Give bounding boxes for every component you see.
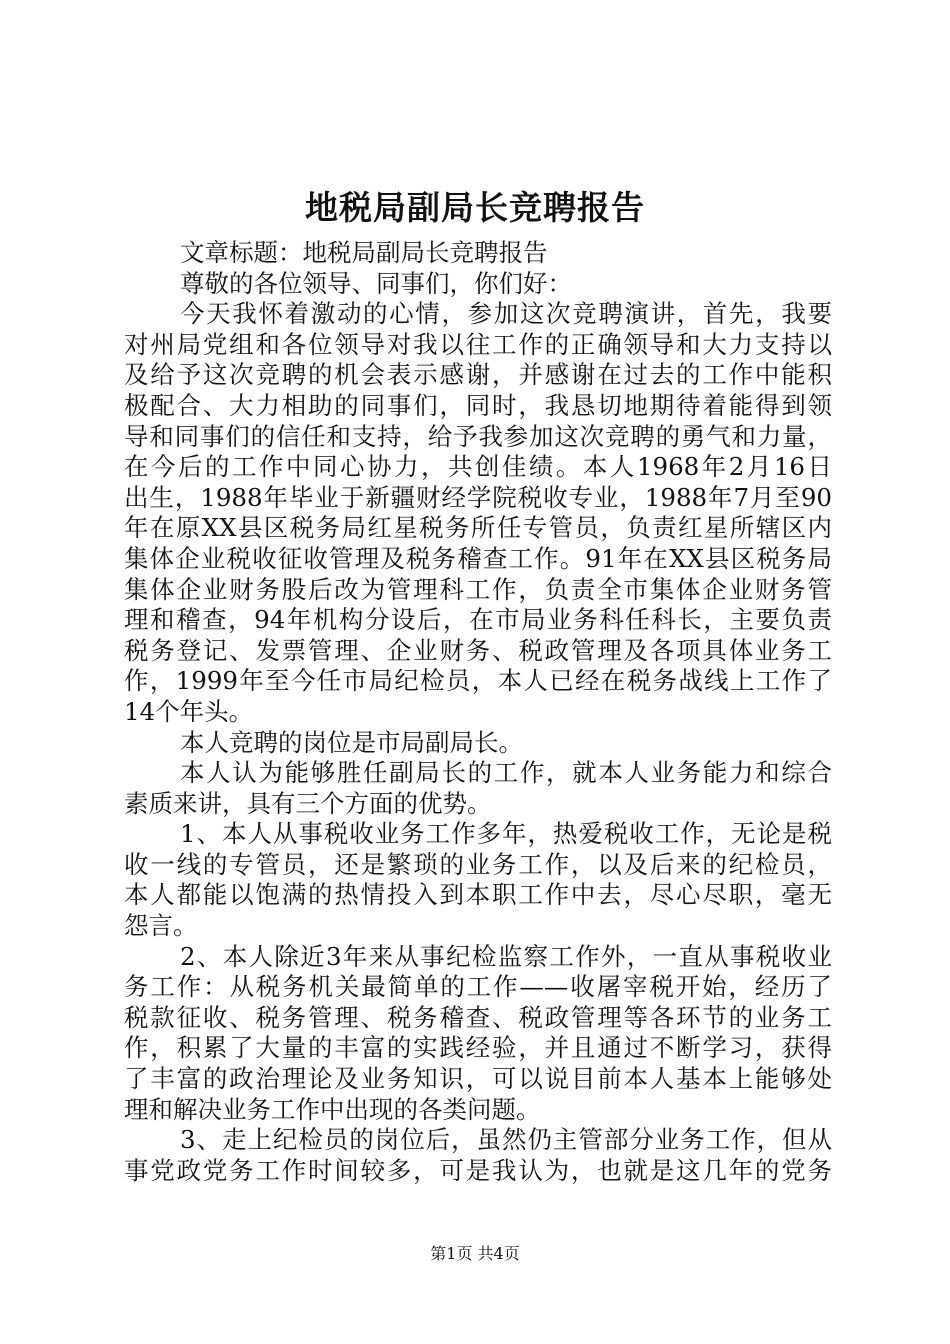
paragraph-line: 年在原XX县区税务局红星税务所任专管员，负责红星所辖区内	[124, 513, 832, 543]
paragraph-line: 务工作：从税务机关最简单的工作——收屠宰税开始，经历了	[124, 972, 832, 1002]
paragraph-line: 作，1999年至今任市局纪检员，本人已经在税务战线上工作了	[124, 666, 832, 696]
paragraph-line: 极配合、大力相助的同事们，同时，我恳切地期待着能得到领	[124, 390, 832, 420]
paragraph-line: 文章标题：地税局副局长竞聘报告	[180, 238, 548, 267]
paragraph-line: 14个年头。	[124, 696, 254, 726]
paragraph-line: 本人都能以饱满的热情投入到本职工作中去，尽心尽职，毫无	[124, 880, 832, 910]
paragraph-line: 对州局党组和各位领导对我以往工作的正确领导和大力支持以	[124, 329, 832, 359]
paragraph-line: 理和解决业务工作中出现的各类问题。	[124, 1094, 541, 1124]
document-body	[124, 238, 832, 1186]
paragraph-line: 在今后的工作中同心协力，共创佳绩。本人1968年2月16日	[124, 452, 832, 482]
paragraph-line: 1、本人从事税收业务工作多年，热爱税收工作，无论是税	[180, 819, 832, 849]
paragraph-line: 怨言。	[124, 911, 198, 941]
paragraph-line: 2、本人除近3年来从事纪检监察工作外，一直从事税收业	[180, 941, 832, 971]
paragraph-line: 素质来讲，具有三个方面的优势。	[124, 788, 492, 818]
paragraph-line: 了丰富的政治理论及业务知识，可以说目前本人基本上能够处	[124, 1064, 832, 1094]
paragraph-line: 本人竞聘的岗位是市局副局长。	[180, 727, 523, 757]
paragraph-line: 作，积累了大量的丰富的实践经验，并且通过不断学习，获得	[124, 1033, 832, 1063]
paragraph-line: 税款征收、税务管理、税务稽查、税政管理等各环节的业务工	[124, 1002, 832, 1032]
paragraph-line: 收一线的专管员，还是繁琐的业务工作，以及后来的纪检员，	[124, 849, 832, 879]
paragraph-line: 3、走上纪检员的岗位后，虽然仍主管部分业务工作，但从	[180, 1125, 832, 1155]
paragraph-line: 税务登记、发票管理、企业财务、税政管理及各项具体业务工	[124, 635, 832, 665]
paragraph-line: 及给予这次竞聘的机会表示感谢，并感谢在过去的工作中能积	[124, 360, 832, 390]
paragraph-line: 集体企业财务股后改为管理科工作，负责全市集体企业财务管	[124, 574, 832, 604]
paragraph-line: 本人认为能够胜任副局长的工作，就本人业务能力和综合	[180, 758, 832, 788]
paragraph-line: 今天我怀着激动的心情，参加这次竞聘演讲，首先，我要	[180, 299, 832, 329]
document-title: 地税局副局长竞聘报告	[305, 188, 645, 227]
paragraph-line: 理和稽查，94年机构分设后，在市局业务科任科长，主要负责	[124, 605, 832, 635]
paragraph-line: 尊敬的各位领导、同事们，你们好：	[180, 268, 572, 298]
paragraph-line: 集体企业税收征收管理及税务稽查工作。91年在XX县区税务局	[124, 543, 832, 573]
page-footer: 第1页 共4页	[430, 1244, 520, 1263]
paragraph-line: 导和同事们的信任和支持，给予我参加这次竞聘的勇气和力量，	[124, 421, 832, 451]
paragraph-line: 事党政党务工作时间较多，可是我认为，也就是这几年的党务	[124, 1155, 832, 1185]
paragraph-line: 出生，1988年毕业于新疆财经学院税收专业，1988年7月至90	[124, 482, 832, 512]
